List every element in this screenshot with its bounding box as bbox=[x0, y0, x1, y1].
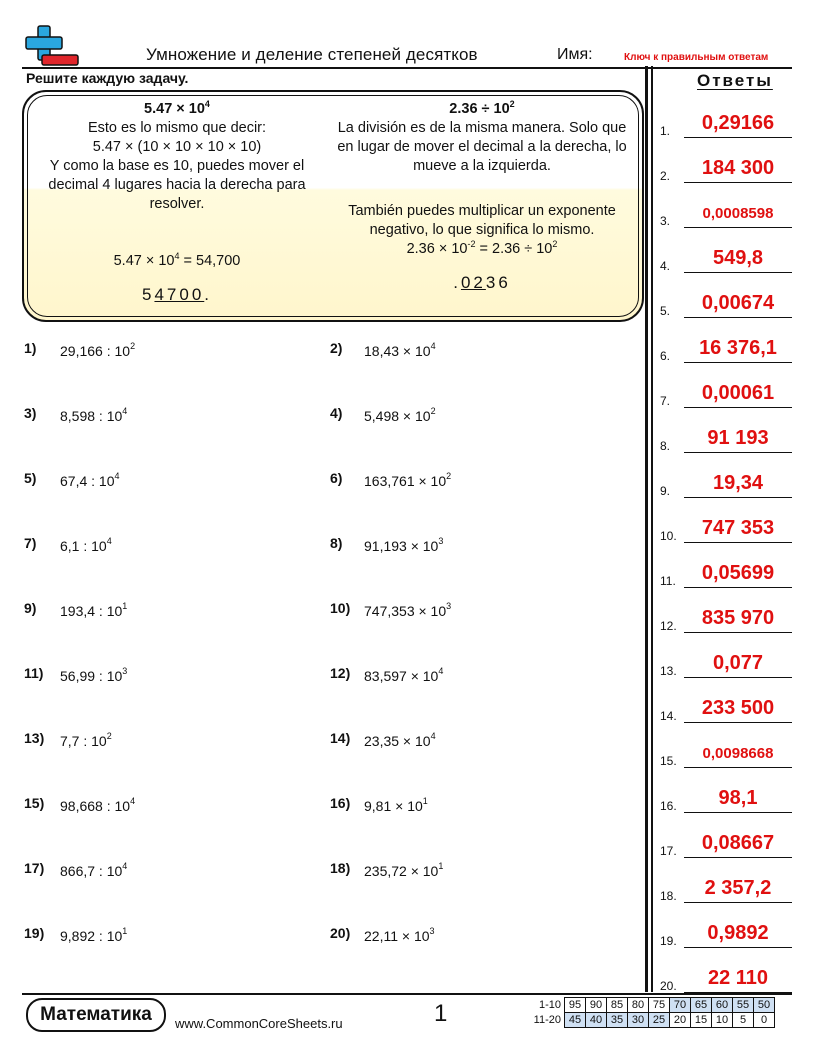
problem-expression: 98,668 : $10^4$ bbox=[60, 796, 136, 814]
score-cell: 90 bbox=[586, 998, 607, 1013]
problem-expression: 8,598 : $10^4$ bbox=[60, 406, 128, 424]
answer-value: 0,0008598 bbox=[702, 205, 774, 222]
footer-divider bbox=[22, 993, 792, 995]
problem-expression: 7,7 : $10^2$ bbox=[60, 731, 112, 749]
answer-value: 2 357,2 bbox=[704, 877, 772, 899]
answer-column-divider bbox=[645, 66, 648, 992]
score-cell: 25 bbox=[649, 1013, 670, 1028]
answer-row bbox=[660, 378, 792, 408]
answer-value: 0,077 bbox=[712, 652, 764, 674]
answer-line bbox=[684, 722, 792, 723]
page-title: Умножение и деление степеней десятков bbox=[146, 45, 478, 64]
answer-line bbox=[684, 857, 792, 858]
answer-number: 6. bbox=[660, 349, 671, 363]
example-line: Esto es lo mismo que decir: bbox=[87, 120, 267, 136]
answer-line bbox=[684, 947, 792, 948]
answer-number: 11. bbox=[660, 574, 676, 588]
example-decimal-shift: 54700. bbox=[141, 285, 213, 304]
answer-value: 98,1 bbox=[718, 787, 758, 809]
answer-line bbox=[684, 812, 792, 813]
site-url: www.CommonCoreSheets.ru bbox=[175, 1016, 343, 1031]
problem-number: 4) bbox=[330, 405, 343, 421]
answer-row bbox=[660, 243, 792, 273]
answer-line bbox=[684, 767, 792, 768]
problem-number: 18) bbox=[330, 860, 351, 876]
answer-value: 0,0098668 bbox=[702, 745, 774, 762]
answer-number: 20. bbox=[660, 979, 677, 993]
problem-expression: $163,761 \times 10^2$ bbox=[364, 471, 452, 489]
score-cell: 75 bbox=[649, 998, 670, 1013]
score-cell: 80 bbox=[628, 998, 649, 1013]
score-cell: 50 bbox=[754, 998, 775, 1013]
problem-number: 8) bbox=[330, 535, 343, 551]
answer-row bbox=[660, 153, 792, 183]
answer-value: 0,00674 bbox=[701, 292, 775, 314]
problem-number: 11) bbox=[24, 665, 44, 681]
problem-number: 6) bbox=[330, 470, 343, 486]
problem-expression: $747,353 \times 10^3$ bbox=[364, 601, 452, 619]
answer-value: 16 376,1 bbox=[699, 337, 777, 359]
answer-number: 5. bbox=[660, 304, 671, 318]
answer-number: 3. bbox=[660, 214, 671, 228]
answer-line bbox=[684, 587, 792, 588]
answer-line bbox=[684, 677, 792, 678]
answer-row bbox=[660, 963, 792, 993]
problem-number: 3) bbox=[24, 405, 37, 421]
answer-line bbox=[684, 317, 792, 318]
answer-row bbox=[660, 198, 792, 228]
answer-line bbox=[684, 272, 792, 273]
score-cell: 70 bbox=[670, 998, 691, 1013]
answer-value: 91 193 bbox=[707, 427, 769, 449]
problem-expression: $18,43 \times 10^4$ bbox=[364, 341, 436, 359]
problem-expression: $9,81 \times 10^1$ bbox=[364, 796, 428, 814]
answer-line bbox=[684, 497, 792, 498]
score-cell: 40 bbox=[586, 1013, 607, 1028]
problem-number: 12) bbox=[330, 665, 351, 681]
score-row bbox=[530, 1013, 775, 1028]
score-cell: 45 bbox=[565, 1013, 586, 1028]
problem-expression: $91,193 \times 10^3$ bbox=[364, 536, 444, 554]
answer-number: 9. bbox=[660, 484, 671, 498]
score-cell: 5 bbox=[733, 1013, 754, 1028]
problem-number: 13) bbox=[24, 730, 45, 746]
answers-title: Ответы bbox=[697, 71, 773, 90]
score-table bbox=[530, 997, 775, 1028]
problem-expression: $235,72 \times 10^1$ bbox=[364, 861, 444, 879]
score-cell: 60 bbox=[712, 998, 733, 1013]
answer-row bbox=[660, 468, 792, 498]
score-cell: 55 bbox=[733, 998, 754, 1013]
example-divide-heading: $2.36 \div 10^2$ bbox=[449, 99, 515, 117]
answer-line bbox=[684, 452, 792, 453]
example-result: $2.36 \times 10^{-2} = 2.36 \div 10^2$ bbox=[406, 239, 558, 257]
problem-number: 2) bbox=[330, 340, 343, 356]
answer-line bbox=[684, 407, 792, 408]
example-result: $5.47 \times 10^4 = 54,700$ bbox=[113, 251, 241, 269]
answer-row bbox=[660, 423, 792, 453]
answer-row bbox=[660, 918, 792, 948]
example-line: También puedes multiplicar un exponente bbox=[348, 203, 616, 219]
score-cell: 95 bbox=[565, 998, 586, 1013]
problem-number: 14) bbox=[330, 730, 351, 746]
answer-row bbox=[660, 288, 792, 318]
answer-row bbox=[660, 693, 792, 723]
problem-number: 19) bbox=[24, 925, 45, 941]
problem-expression: 866,7 : $10^4$ bbox=[60, 861, 128, 879]
answer-row bbox=[660, 333, 792, 363]
score-cell: 20 bbox=[670, 1013, 691, 1028]
example-line: mueve a la izquierda. bbox=[413, 158, 551, 174]
answer-key-label: Ключ к правильным ответам bbox=[624, 52, 769, 63]
answer-line bbox=[684, 227, 792, 228]
answer-value: 0,00061 bbox=[701, 382, 775, 404]
problem-number: 16) bbox=[330, 795, 351, 811]
problem-expression: $22,11 \times 10^3$ bbox=[364, 926, 435, 944]
answer-row bbox=[660, 108, 792, 138]
answer-number: 10. bbox=[660, 529, 677, 543]
answer-number: 1. bbox=[660, 124, 671, 138]
score-cell: 85 bbox=[607, 998, 628, 1013]
answer-value: 0,29166 bbox=[701, 112, 775, 134]
answer-value: 0,08667 bbox=[701, 832, 775, 854]
instructions: Решите каждую задачу. bbox=[26, 70, 189, 86]
score-row-label: 1-10 bbox=[538, 999, 561, 1011]
answer-number: 12. bbox=[660, 619, 677, 633]
score-cell: 0 bbox=[754, 1013, 775, 1028]
example-line: negativo, lo que significa lo mismo. bbox=[369, 222, 595, 238]
answer-value: 747 353 bbox=[701, 517, 775, 539]
answer-number: 19. bbox=[660, 934, 677, 948]
answer-row bbox=[660, 648, 792, 678]
answer-line bbox=[684, 632, 792, 633]
answer-value: 835 970 bbox=[701, 607, 775, 629]
problem-expression: 6,1 : $10^4$ bbox=[60, 536, 112, 554]
score-cell: 10 bbox=[712, 1013, 733, 1028]
problem-expression: 67,4 : $10^4$ bbox=[60, 471, 120, 489]
answer-value: 549,8 bbox=[712, 247, 764, 269]
answer-row bbox=[660, 828, 792, 858]
example-line: La división es de la misma manera. Solo que bbox=[337, 120, 627, 136]
score-cell: 35 bbox=[607, 1013, 628, 1028]
example-line: Y como la base es 10, puedes mover el bbox=[49, 158, 305, 174]
answer-number: 13. bbox=[660, 664, 677, 678]
answer-value: 233 500 bbox=[701, 697, 775, 719]
score-cell: 30 bbox=[628, 1013, 649, 1028]
brand-badge: Математика bbox=[26, 998, 166, 1032]
problem-expression: 9,892 : $10^1$ bbox=[60, 926, 128, 944]
answer-number: 16. bbox=[660, 799, 677, 813]
problem-number: 17) bbox=[24, 860, 45, 876]
answer-value: 184 300 bbox=[701, 157, 775, 179]
page-number: 1 bbox=[434, 1000, 448, 1027]
answer-row bbox=[660, 873, 792, 903]
answer-line bbox=[684, 182, 792, 183]
score-cell: 65 bbox=[691, 998, 712, 1013]
score-cell: 15 bbox=[691, 1013, 712, 1028]
score-row-label: 11-20 bbox=[533, 1014, 561, 1026]
answer-number: 4. bbox=[660, 259, 671, 273]
problem-number: 5) bbox=[24, 470, 37, 486]
problem-expression: $83,597 \times 10^4$ bbox=[364, 666, 444, 684]
example-line: decimal 4 lugares hacia la derecha para bbox=[48, 177, 306, 193]
example-line: 5.47 × (10 × 10 × 10 × 10) bbox=[92, 139, 262, 155]
answer-row bbox=[660, 558, 792, 588]
answer-value: 22 110 bbox=[707, 967, 769, 989]
answer-number: 7. bbox=[660, 394, 671, 408]
example-decimal-shift: .0236 bbox=[453, 273, 511, 292]
problem-number: 10) bbox=[330, 600, 351, 616]
problem-number: 15) bbox=[24, 795, 45, 811]
answer-column-divider-inner bbox=[651, 66, 653, 992]
problem-number: 20) bbox=[330, 925, 351, 941]
answer-line bbox=[684, 902, 792, 903]
example-divide bbox=[324, 100, 640, 292]
answer-number: 18. bbox=[660, 889, 677, 903]
answer-line bbox=[684, 362, 792, 363]
example-box-inner bbox=[27, 95, 639, 317]
example-multiply bbox=[28, 100, 326, 304]
answer-number: 2. bbox=[660, 169, 671, 183]
problem-expression: 193,4 : $10^1$ bbox=[60, 601, 128, 619]
answer-number: 17. bbox=[660, 844, 677, 858]
answer-value: 0,05699 bbox=[701, 562, 775, 584]
problem-number: 7) bbox=[24, 535, 37, 551]
answer-number: 15. bbox=[660, 754, 677, 768]
name-label: Имя: bbox=[557, 46, 593, 63]
example-line: resolver. bbox=[149, 196, 205, 212]
example-box bbox=[22, 90, 644, 322]
example-multiply-heading: $5.47 \times 10^4$ bbox=[144, 99, 210, 117]
answer-value: 19,34 bbox=[712, 472, 764, 494]
answer-row bbox=[660, 738, 792, 768]
answer-line bbox=[684, 542, 792, 543]
problem-expression: $23,35 \times 10^4$ bbox=[364, 731, 436, 749]
answer-row bbox=[660, 513, 792, 543]
example-line: en lugar de mover el decimal a la derecha, lo bbox=[337, 139, 627, 155]
problem-number: 1) bbox=[24, 340, 37, 356]
answer-row bbox=[660, 783, 792, 813]
problem-expression: $5,498 \times 10^2$ bbox=[364, 406, 436, 424]
answer-number: 8. bbox=[660, 439, 671, 453]
problem-number: 9) bbox=[24, 600, 37, 616]
answer-line bbox=[684, 137, 792, 138]
answer-row bbox=[660, 603, 792, 633]
problem-expression: 56,99 : $10^3$ bbox=[60, 666, 128, 684]
score-row bbox=[530, 998, 775, 1013]
header-divider bbox=[22, 67, 792, 69]
problem-expression: 29,166 : $10^2$ bbox=[60, 341, 136, 359]
answer-number: 14. bbox=[660, 709, 677, 723]
plus-minus-logo-icon bbox=[22, 24, 80, 68]
answer-value: 0,9892 bbox=[707, 922, 769, 944]
